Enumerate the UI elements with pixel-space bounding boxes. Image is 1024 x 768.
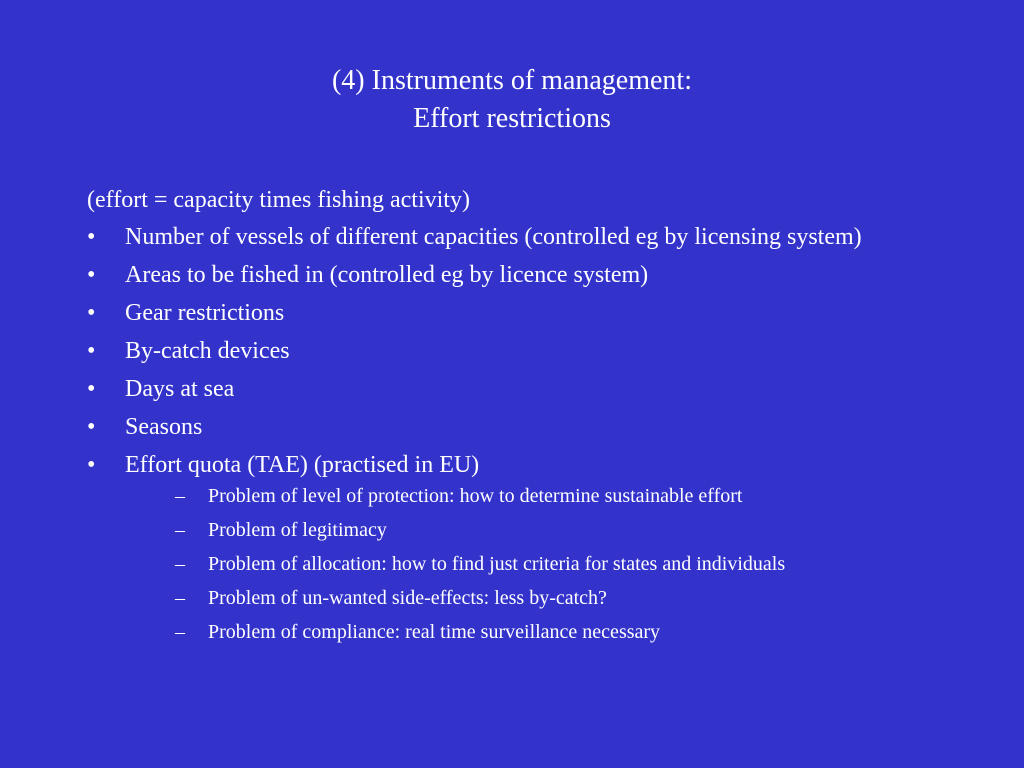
dash-icon: – [175,519,185,541]
dash-icon: – [175,621,185,643]
bullet-text: By-catch devices [125,338,290,364]
sub-bullet-item [125,585,937,612]
slide-title [0,62,1024,138]
intro-text: (effort = capacity times fishing activity) [87,187,470,213]
dash-icon: – [175,485,185,507]
bullet-item [87,412,937,443]
bullet-icon: • [87,376,96,402]
dash-icon: – [175,553,185,575]
slide-title-line-1: (4) Instruments of management: [331,65,692,96]
slide-body [87,185,937,653]
bullet-text: Areas to be fished in (controlled eg by licence system) [125,262,649,288]
sub-bullet-item [125,619,937,646]
bullet-item [87,450,937,646]
bullet-icon: • [87,452,96,478]
bullet-item [87,336,937,367]
bullet-item [87,374,937,405]
bullet-icon: • [87,262,96,288]
bullet-item [87,298,937,329]
slide-title-line-2: Effort restrictions [413,103,611,134]
bullet-text: Days at sea [125,376,235,402]
sub-bullet-item [125,483,937,510]
sub-bullet-text: Problem of level of protection: how to determine sustainable effort [208,485,743,507]
dash-icon: – [175,587,185,609]
bullet-icon: • [87,300,96,326]
bullet-text: Number of vessels of different capacities (controlled eg by licensing system) [125,224,862,250]
bullet-item [87,222,937,253]
sub-bullet-item [125,551,937,578]
sub-bullet-text: Problem of legitimacy [208,519,387,541]
sub-bullet-text: Problem of un-wanted side-effects: less by-catch? [208,587,607,609]
sub-bullet-list [125,483,937,646]
bullet-text: Seasons [125,414,203,440]
sub-bullet-text: Problem of compliance: real time surveillance necessary [208,621,661,643]
bullet-icon: • [87,224,96,250]
bullet-icon: • [87,414,96,440]
sub-bullet-text: Problem of allocation: how to find just criteria for states and individuals [208,553,786,575]
bullet-text: Effort quota (TAE) (practised in EU) [125,452,480,478]
bullet-item [87,260,937,291]
bullet-text: Gear restrictions [125,300,285,326]
bullet-icon: • [87,338,96,364]
sub-bullet-item [125,517,937,544]
bullet-list [87,222,937,646]
